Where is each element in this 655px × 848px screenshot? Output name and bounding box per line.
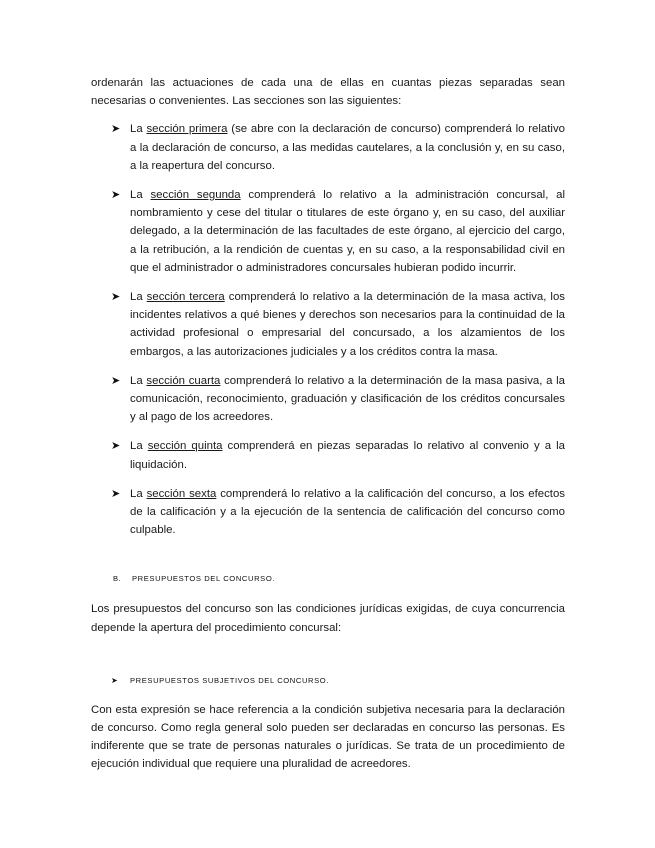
presupuestos-paragraph: Los presupuestos del concurso son las condiciones jurídicas exigidas, de cuya concurrencia depende la apertura del procedimiento concursal: (91, 603, 565, 634)
section-name: sección segunda (150, 189, 241, 202)
list-item-text: La sección quinta comprenderá en piezas separadas lo relativo al convenio y a la liquidación. (130, 440, 565, 471)
list-item-text: La sección primera (se abre con la declaración de concurso) comprenderá lo relativo a la declaración de concurso, a las medidas cautelares, a la conclusión y, en su caso, a la reapertura del concurso. (130, 123, 565, 172)
list-item-seccion-cuarta (91, 372, 565, 427)
list-item-seccion-quinta (91, 437, 565, 473)
subheading-title: PRESUPUESTOS SUBJETIVOS DEL CONCURSO. (130, 675, 330, 685)
arrow-bullet-icon: ➤ (111, 675, 119, 685)
heading-presupuestos (113, 573, 565, 585)
arrow-bullet-icon: ➤ (111, 291, 121, 304)
list-item-text: La sección segunda comprenderá lo relativo a la administración concursal, al nombramiento y cese del titular o titulares de este órgano y, en su caso, del auxiliar delegado, a la determinación de las facultades de este órgano, al ejercicio del cargo, a la retribución, a la rendición de cuentas y, en su caso, a la responsabilidad civil en que el administrador o administradores concursales hubieran podido incurrir. (130, 189, 566, 274)
list-item-seccion-primera (91, 120, 565, 175)
list-item-seccion-segunda (91, 186, 565, 277)
arrow-bullet-icon: ➤ (111, 123, 121, 136)
section-name: sección quinta (147, 440, 223, 453)
list-item-seccion-sexta (91, 485, 565, 540)
heading-presupuestos-subjetivos (91, 675, 565, 687)
sections-list (91, 120, 565, 539)
arrow-bullet-icon: ➤ (111, 487, 121, 500)
subjetivos-paragraph: Con esta expresión se hace referencia a la condición subjetiva necesaria para la declaración de concurso. Como regla general solo pueden ser declaradas en concurso las personas. Es indiferente que se trate de personas naturales o jurídicas. Se trata de un procedimiento de ejecución individual que requiere una pluralidad de acreedores. (91, 703, 565, 771)
arrow-bullet-icon: ➤ (111, 189, 121, 202)
list-item-text: La sección tercera comprenderá lo relativo a la determinación de la masa activa, los incidentes relativos a qué bienes y derechos son necesarios para la continuidad de la actividad profesional o empresarial del concursado, a los alzamientos de los embargos, a las autorizaciones judiciales y a los créditos contra la masa. (130, 291, 565, 358)
section-name: sección sexta (146, 487, 217, 500)
arrow-bullet-icon: ➤ (111, 440, 121, 453)
arrow-bullet-icon: ➤ (111, 374, 121, 387)
list-item-seccion-tercera (91, 288, 565, 361)
section-name: sección tercera (146, 291, 225, 304)
section-name: sección cuarta (146, 374, 221, 387)
list-item-text: La sección cuarta comprenderá lo relativo a la determinación de la masa pasiva, a la comunicación, reconocimiento, graduación y clasificación de los créditos concursales y al pago de los acreedores. (130, 374, 566, 424)
list-item-text: La sección sexta comprenderá lo relativo a la calificación del concurso, a los efectos de la calificación y a la ejecución de la sentencia de calificación del concurso como culpable. (130, 487, 565, 537)
heading-title: PRESUPUESTOS DEL CONCURSO. (132, 574, 276, 584)
section-name: sección primera (146, 123, 228, 136)
heading-letter: B. (113, 574, 122, 584)
document-page (91, 74, 565, 774)
intro-paragraph: ordenarán las actuaciones de cada una de ellas en cuantas piezas separadas sean necesarias o convenientes. Las secciones son las siguientes: (91, 77, 565, 108)
